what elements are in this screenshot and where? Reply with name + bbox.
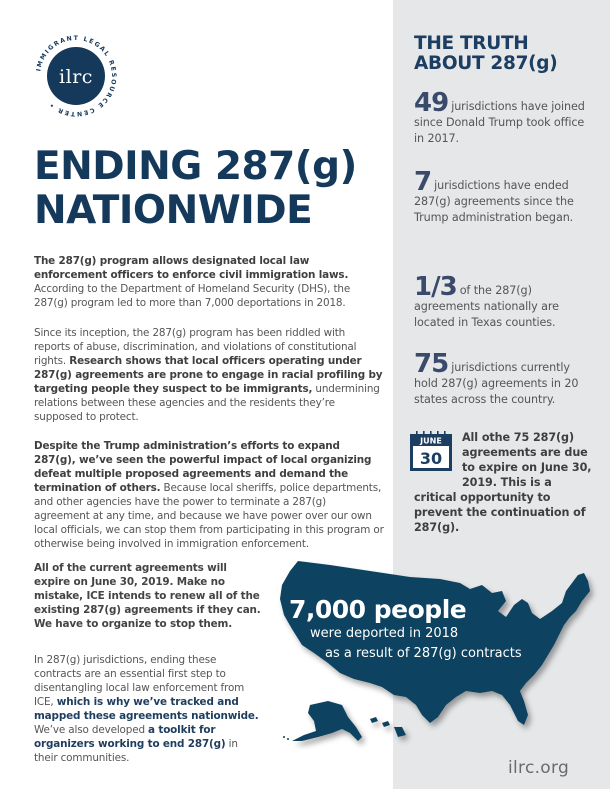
toolkit-link[interactable]: a toolkit for organizers working to end 287(g) — [34, 724, 226, 750]
svg-text:IMMIGRANT LEGAL RESOURCE CENTE: IMMIGRANT LEGAL RESOURCE CENTER • — [35, 34, 118, 118]
stat-joined — [414, 88, 594, 147]
svg-text:ilrc: ilrc — [59, 66, 93, 88]
stat-texas — [414, 272, 594, 331]
website-link[interactable]: ilrc.org — [508, 758, 570, 778]
organizing-text: Because local sheriffs, police departments, and other agencies have the power to terminate a 287(g) agreement at any time, and because we have power over our own local officials, we can stop them from participating in this program or otherwise being involved in immigration enforcement. — [34, 482, 384, 550]
calendar-note — [414, 430, 594, 535]
abuse-paragraph — [34, 326, 384, 424]
map-subline-2: as a result of 287(g) contracts — [325, 646, 522, 661]
organizing-bold: Despite the Trump administration’s efforts to expand 287(g), we’ve seen the powerful impact of local organizing defeat multiple proposed agreements and demand the termination of others. — [34, 440, 372, 494]
svg-text:JUNE: JUNE — [420, 436, 442, 446]
stat-number: 75 — [414, 349, 449, 379]
stat-text: jurisdictions currently hold 287(g) agreements in 20 states across the country. — [414, 361, 579, 406]
intro-bold: The 287(g) program allows designated local law enforcement officers to enforce civil immigration laws. — [34, 255, 349, 281]
stat-number: 7 — [414, 167, 432, 197]
stat-text: jurisdictions have joined since Donald Trump took office in 2017. — [414, 100, 585, 145]
sidebar-title-line-1: THE TRUTH — [414, 33, 529, 54]
toolkit-text-3: in their communities. — [34, 738, 238, 764]
logo-icon — [34, 34, 118, 118]
intro-text: According to the Department of Homeland Security (DHS), the 287(g) program led to more than 7,000 deportations in 2018. — [34, 283, 351, 309]
abuse-text-2: undermining relations between these agencies and the residents they’re supposed to protect. — [34, 383, 380, 423]
organizing-paragraph — [34, 439, 384, 551]
map-link[interactable]: which is why we’ve tracked and mapped these agreements nationwide. — [34, 696, 259, 722]
title-line-2: NATIONWIDE — [34, 188, 313, 233]
title-line-1: ENDING 287(g) — [34, 144, 357, 189]
expiry-paragraph: All of the current agreements will expire on June 30, 2019. Make no mistake, ICE intends to renew all of the existing 287(g) agreements if they can. We have to organize to stop them. — [34, 562, 261, 630]
intro-paragraph — [34, 254, 384, 310]
stat-ended — [414, 167, 594, 226]
abuse-bold: Research shows that local officers operating under 287(g) agreements are prone to engage in racial profiling by targeting people they suspect to be immigrants, — [34, 355, 383, 395]
sidebar-title — [414, 34, 557, 74]
stat-number: 1/3 — [414, 272, 457, 302]
map-subline-1: were deported in 2018 — [310, 626, 459, 641]
toolkit-paragraph — [34, 653, 264, 765]
stat-text: of the 287(g) agreements nationally are located in Texas counties. — [414, 284, 559, 329]
sidebar-title-line-2: ABOUT 287(g) — [414, 53, 558, 74]
stat-current — [414, 349, 594, 408]
ilrc-logo — [34, 34, 118, 118]
toolkit-text-2: We’ve also developed — [34, 724, 149, 736]
map-headline: 7,000 people — [289, 595, 467, 624]
toolkit-text-1: In 287(g) jurisdictions, ending these contracts are an essential first step to disentangling local law enforcement from ICE, — [34, 654, 245, 708]
stat-text: jurisdictions have ended 287(g) agreements since the Trump administration began. — [414, 179, 574, 224]
svg-text:30: 30 — [419, 449, 443, 468]
page-title — [34, 145, 357, 233]
stat-number: 49 — [414, 88, 449, 118]
calendar-note-indented: All othe 75 287(g) agreements are due to expire on June 30, 2019. This is a — [462, 431, 592, 489]
abuse-text-1: Since its inception, the 287(g) program has been riddled with reports of abuse, discrimination, and violations of constitutional rights. — [34, 327, 357, 367]
calendar-note-full: critical opportunity to prevent the continuation of 287(g). — [414, 491, 586, 534]
